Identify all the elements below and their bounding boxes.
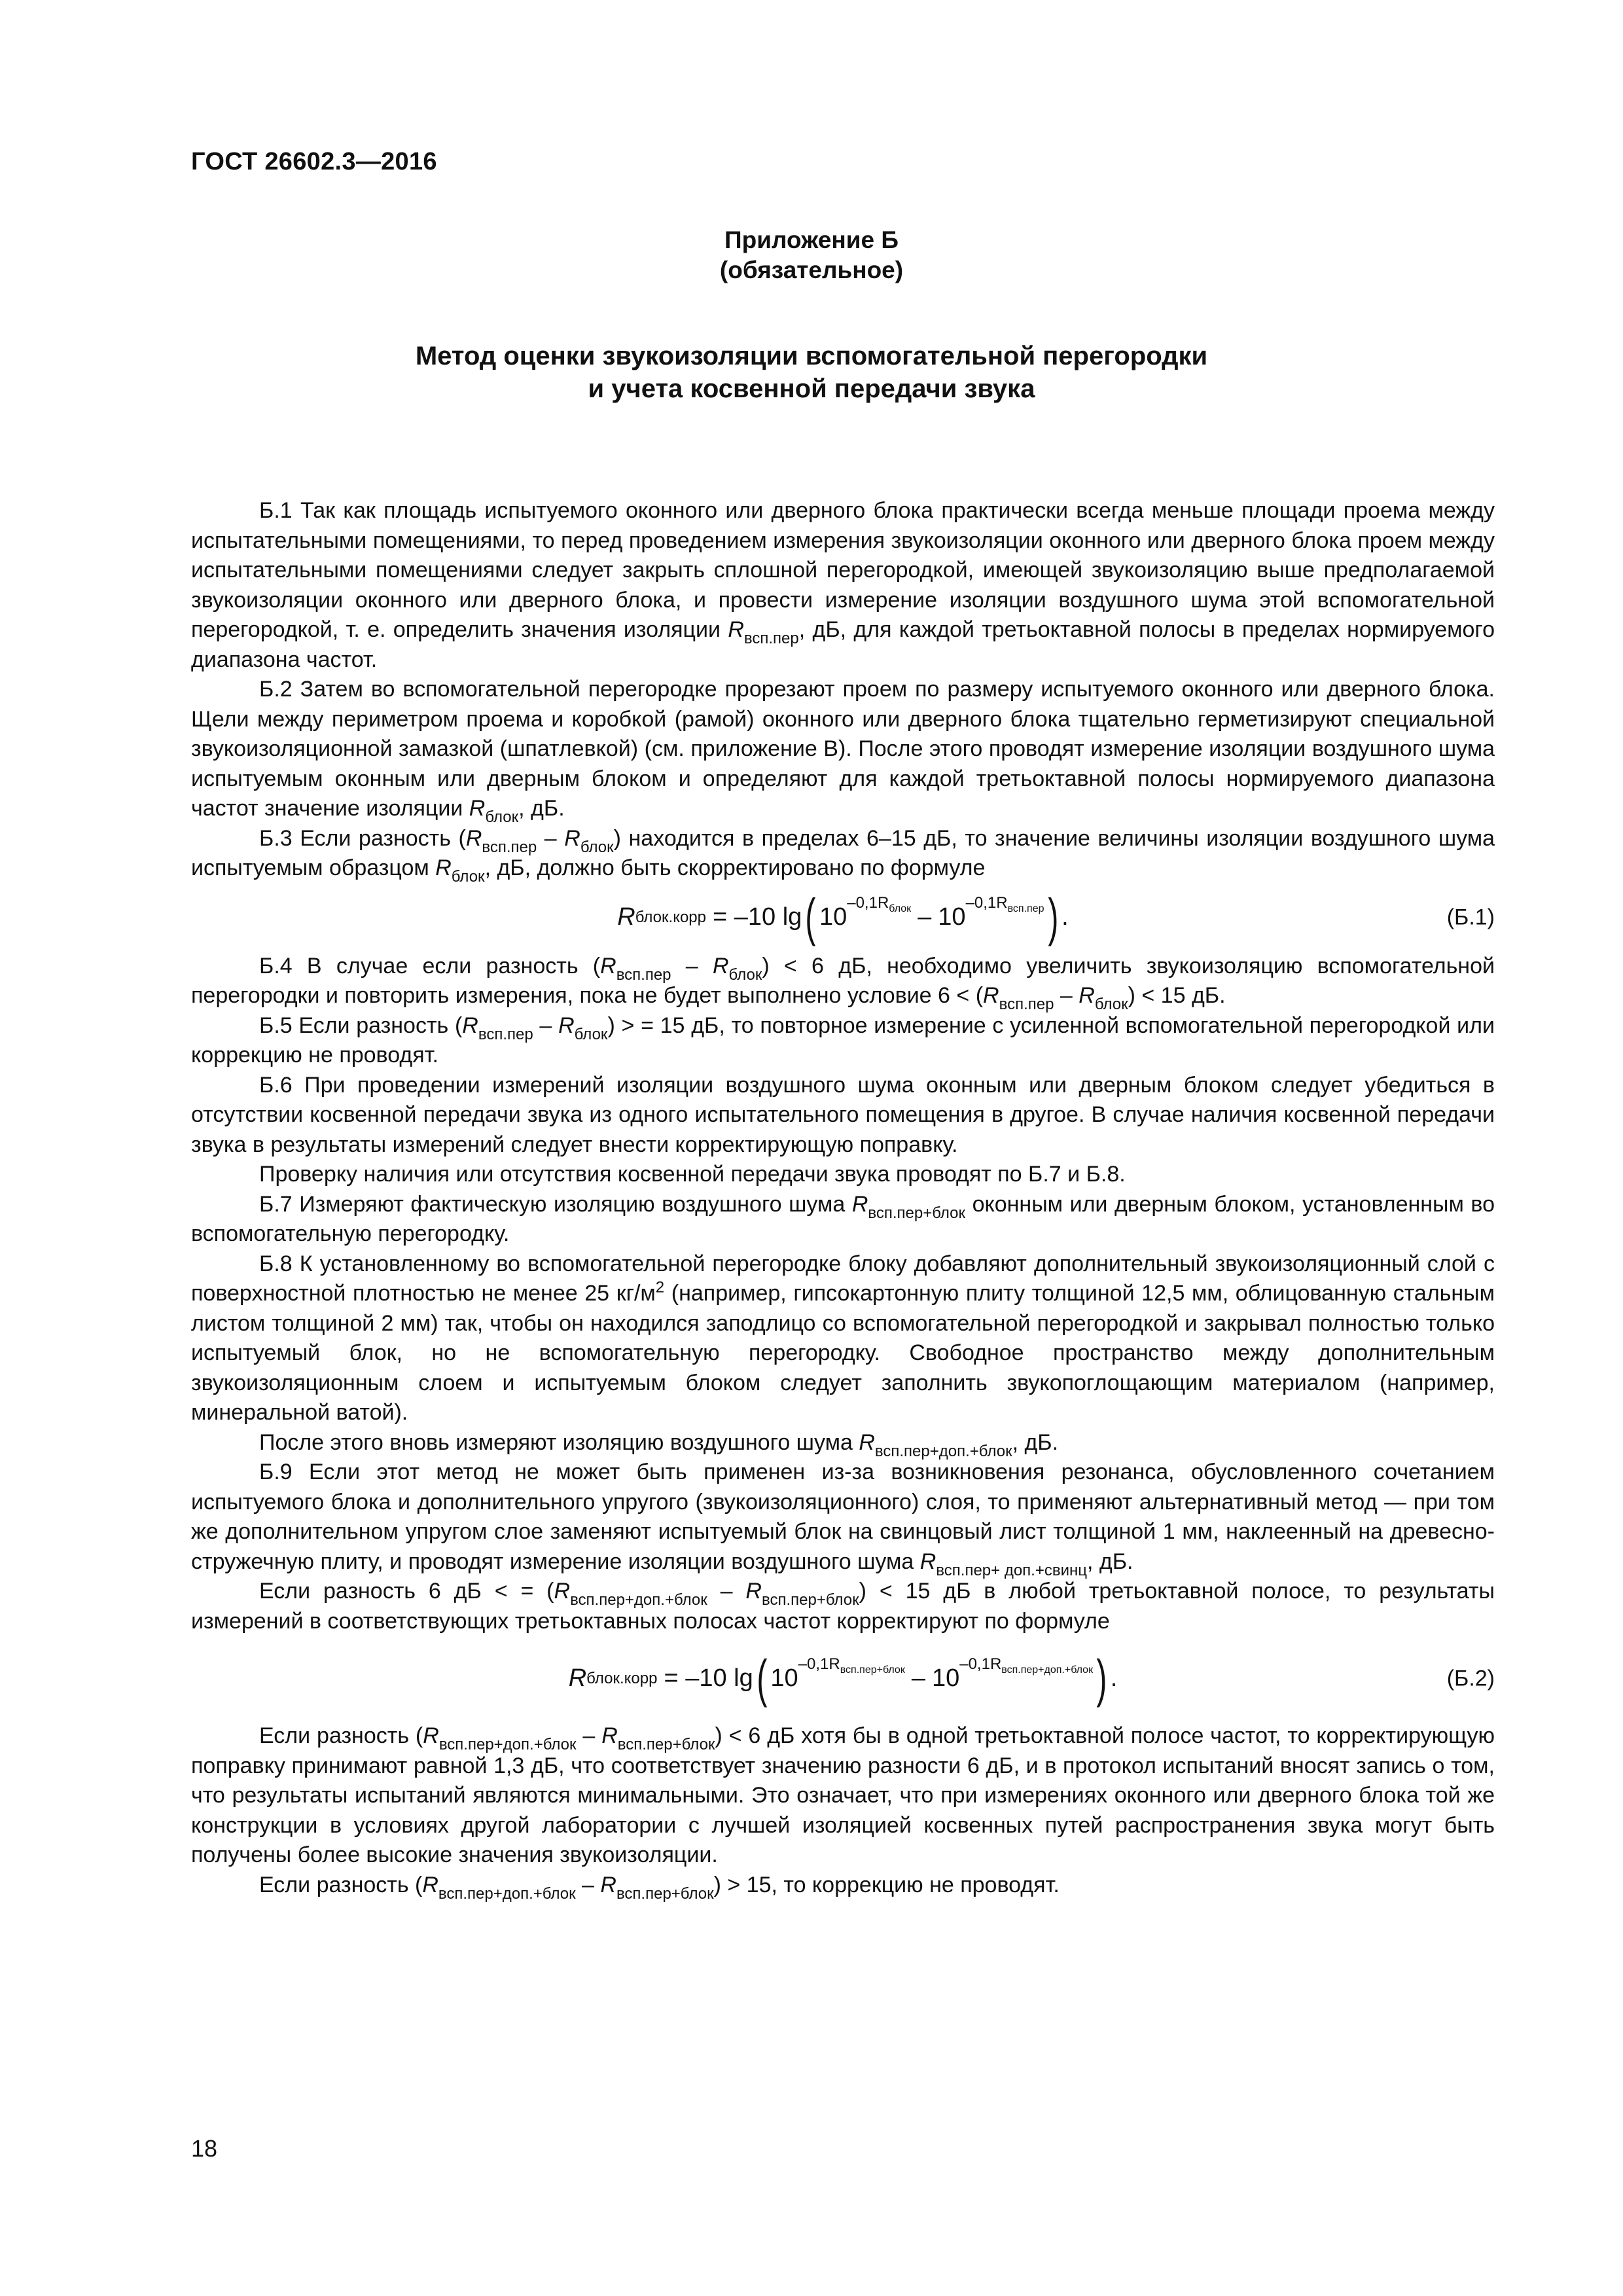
appendix-status: (обязательное) bbox=[719, 257, 904, 283]
paragraph-check: Проверку наличия или отсутствия косвенной передачи звука проводят по Б.7 и Б.8. bbox=[259, 1162, 1126, 1187]
section-title-line-2: и учета косвенной передачи звука bbox=[588, 374, 1035, 403]
paragraph-b5: Б.5 Если разность $(R_{всп.пер} - R_{блок})$ > = 15 дБ, то повторное измерение с усиленной вспомогательной перегородкой или коррекцию не проводят. bbox=[191, 1013, 1495, 1067]
formula-b2 bbox=[191, 1636, 1495, 1721]
formula-b2-number: (Б.2) bbox=[1446, 1666, 1495, 1691]
paragraph-greater-than-15: Если разность $(R_{всп.пер+доп.+блок} - R_{всп.пер+блок}) > 15$, то коррекцию не проводят. bbox=[259, 1872, 1060, 1903]
paragraph-b4: Б.4 В случае если разность $(R_{всп.пер} - R_{блок}) < 6$ дБ, необходимо увеличить звукоизоляцию вспомогательной перегородки и повторить измерения, пока не будет выполнено условие $6 < (R_{всп.пер} - R_{блок}) < 15$ дБ. bbox=[191, 953, 1495, 1013]
formula-b1 bbox=[191, 884, 1495, 952]
paragraph-b6: Б.6 При проведении измерений изоляции воздушного шума оконным или дверным блоком следует убедиться в отсутствии косвенной передачи звука из одного испытательного помещения в другое. В случае наличия косвенной передачи звука в результаты измерений следует внести корректирующую поправку. bbox=[191, 1072, 1495, 1157]
formula-b1-expression: R блок.корр = –10 lg ( 10 $-0,1R_{блок}$ – 10 $-0,1R_{всп.пер}$ ) . bbox=[617, 888, 1069, 946]
paragraph-difference: Если разность 6 дБ < = $(R_{всп.пер+доп.+блок} - R_{всп.пер+блок}) < 15$ дБ в любой третьоктавной полосе, то результаты измерений в соответствующих третьоктавных полосах частот корректируют по формуле bbox=[191, 1579, 1495, 1634]
paragraph-after-b8: После этого вновь измеряют изоляцию воздушного шума $R_{всп.пер+доп.+блок}$, дБ. bbox=[259, 1429, 1059, 1460]
paragraph-b7: Б.7 Измеряют фактическую изоляцию воздушного шума $R_{всп.пер+блок}$ оконным или дверным блоком, установленным во вспомогательную перегородку. bbox=[191, 1191, 1495, 1246]
formula-b1-number: (Б.1) bbox=[1446, 904, 1495, 929]
paragraph-b2: Б.2 Затем во вспомогательной перегородке прорезают проем по размеру испытуемого оконного или дверного блока. Щели между периметром проема и коробкой (рамой) оконного или дверного блока тщательно герметизируют специальной звукоизоляционной замазкой (шпатлевкой) (см. приложение В). После этого проводят измерение изоляции воздушного шума испытуемым оконным или дверным блоком и определяют для каждой третьоктавной полосы нормируемого диапазона частот значение изоляции $R_{блок}$, дБ. bbox=[191, 677, 1495, 826]
document-code-header: ГОСТ 26602.3—2016 bbox=[191, 148, 437, 175]
page-number: 18 bbox=[191, 2135, 218, 2162]
paragraph-b3: Б.3 Если разность $(R_{всп.пер} - R_{блок})$ находится в пределах 6–15 дБ, то значение величины изоляции воздушного шума испытуемым образцом $R_{блок}$, дБ, должно быть скорректировано по формуле bbox=[191, 825, 1495, 886]
section-title-line-1: Метод оценки звукоизоляции вспомогательной перегородки bbox=[415, 342, 1208, 370]
paragraph-b9: Б.9 Если этот метод не может быть применен из-за возникновения резонанса, обусловленного сочетанием испытуемого блока и дополнительного упругого (звукоизоляционного) слоя, то применяют альтернативный метод — при том же дополнительном упругом слое заменяют испытуемый блок на свинцовый лист толщиной 1 мм, наклеенный на древесно-стружечную плиту, и проводят измерение изоляции воздушного шума $R_{всп.пер+ доп.+свинц}$, дБ. bbox=[191, 1460, 1495, 1579]
paragraph-b8: Б.8 К установленному во вспомогательной перегородке блоку добавляют дополнительный звукоизоляционный слой с поверхностной плотностью не менее 25 $кг/м^2$ (например, гипсокартонную плиту толщиной 12,5 мм, облицованную стальным листом толщиной 2 мм) так, чтобы он находился заподлицо со вспомогательной перегородкой и закрывал полностью только испытуемый блок, но не вспомогательную перегородку. Свободное пространство между дополнительным звукоизоляционным слоем и испытуемым блоком следует заполнить звукопоглощающим материалом (например, минеральной ватой). bbox=[191, 1251, 1495, 1425]
appendix-label: Приложение Б bbox=[724, 226, 899, 253]
paragraph-b1: Б.1 Так как площадь испытуемого оконного или дверного блока практически всегда меньше площади проема между испытательными помещениями, то перед проведением измерения звукоизоляции оконного или дверного блока проем между испытательными помещениями следует закрыть сплошной перегородкой, имеющей звукоизоляцию выше предполагаемой звукоизоляции оконного или дверного блока, и провести измерение изоляции воздушного шума этой вспомогательной перегородкой, т. е. определить значения изоляции $R_{всп.пер}$, дБ, для каждой третьоктавной полосы в пределах нормируемого диапазона частот. bbox=[191, 498, 1495, 672]
document-body bbox=[191, 496, 1495, 1903]
paragraph-less-than-6: Если разность $(R_{всп.пер+доп.+блок} - R_{всп.пер+блок}) < 6$ дБ хотя бы в одной третьоктавной полосе частот, то корректирующую поправку принимают равной 1,3 дБ, что соответствует значению разности 6 дБ, и в протокол испытаний вносят запись о том, что результаты испытаний являются минимальными. Это означает, что при измерениях оконного или дверного блока той же конструкции в условиях другой лаборатории с лучшей изоляцией косвенных путей распространения звука могут быть получены более высокие значения звукоизоляции. bbox=[191, 1723, 1495, 1867]
formula-b2-expression: R блок.корр = –10 lg ( 10 $-0,1R_{всп.пер+блок}$ – 10 $-0,1R_{всп.пер+доп.+блок}$ ) . bbox=[568, 1649, 1118, 1708]
